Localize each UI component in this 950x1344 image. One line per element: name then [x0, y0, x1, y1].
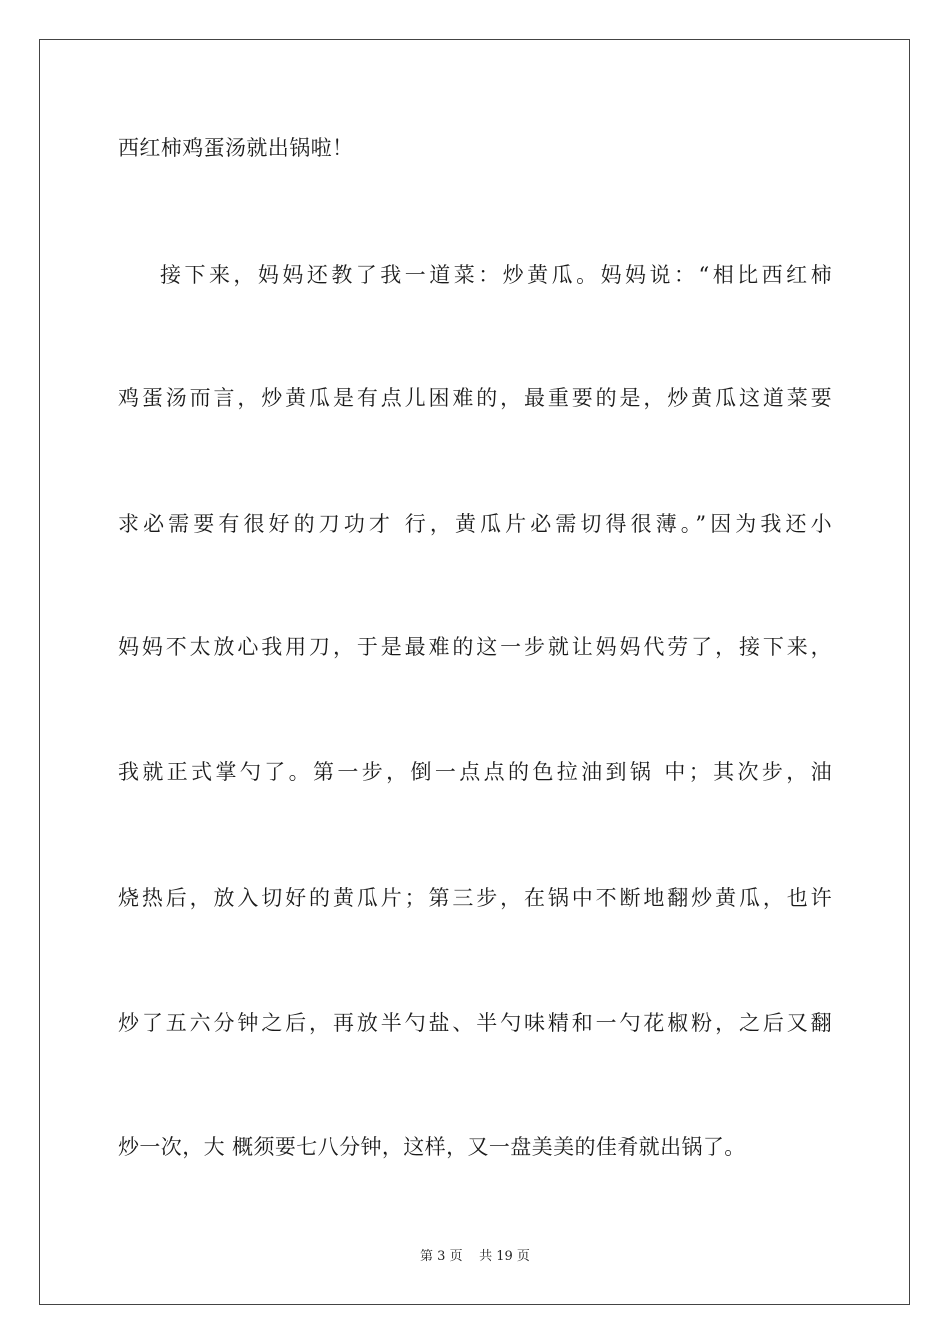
page-border	[39, 39, 910, 1305]
text-line-8: 炒了五六分钟之后，再放半勺盐、半勺味精和一勺花椒粉，之后又翻	[118, 1011, 832, 1035]
page-footer	[0, 1249, 950, 1265]
text-line-7: 烧热后，放入切好的黄瓜片；第三步，在锅中不断地翻炒黄瓜，也许	[118, 886, 832, 910]
page-number: 第 3 页	[420, 1249, 463, 1264]
text-line-4: 求必需要有很好的刀功才 行，黄瓜片必需切得很薄。”因为我还小	[118, 512, 832, 536]
text-line-5: 妈妈不太放心我用刀，于是最难的这一步就让妈妈代劳了，接下来，	[118, 635, 832, 659]
text-line-1: 西红柿鸡蛋汤就出锅啦！	[118, 136, 354, 160]
text-line-2: 接下来，妈妈还教了我一道菜：炒黄瓜。妈妈说：“相比西红柿	[160, 263, 832, 287]
text-line-9: 炒一次，大 概须要七八分钟，这样，又一盘美美的佳肴就出锅了。	[118, 1135, 746, 1159]
page-total: 共 19 页	[479, 1249, 530, 1264]
text-line-3: 鸡蛋汤而言，炒黄瓜是有点儿困难的，最重要的是，炒黄瓜这道菜要	[118, 386, 832, 410]
text-line-6: 我就正式掌勺了。第一步，倒一点点的色拉油到锅 中；其次步，油	[118, 760, 832, 784]
